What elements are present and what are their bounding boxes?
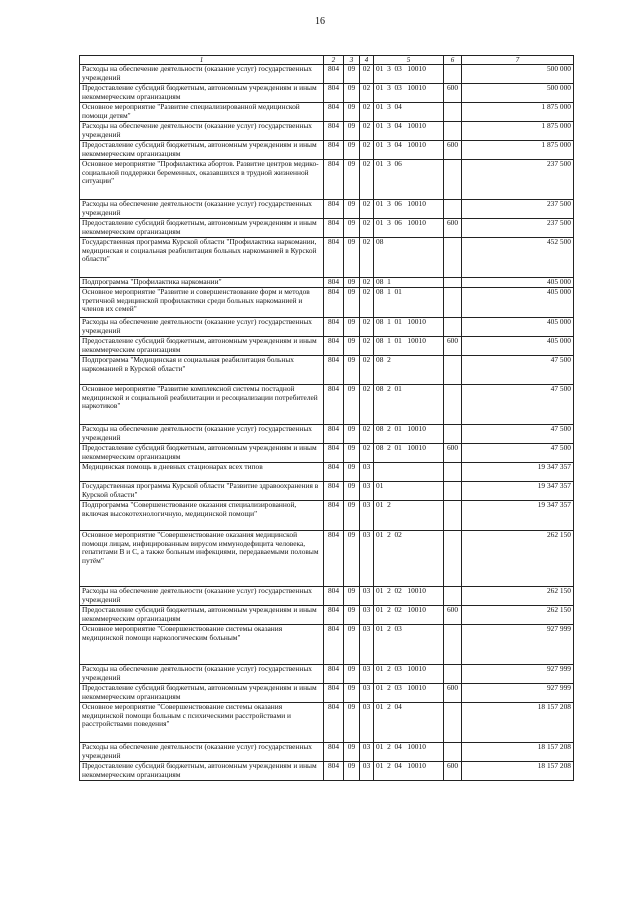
- row-amount-cell: 405 000: [462, 318, 574, 337]
- row-target-article-cell: 01 2 02 10010: [374, 606, 444, 625]
- row-section-cell: 09: [344, 385, 360, 425]
- column-header: 3: [344, 56, 360, 65]
- row-name-cell: Предоставление субсидий бюджетным, автономным учреждениям и иным некоммерческим организациям: [80, 141, 324, 160]
- table-row: [80, 318, 574, 337]
- row-grbs-cell: 804: [324, 337, 344, 356]
- row-section-cell: 09: [344, 318, 360, 337]
- row-amount-cell: 500 000: [462, 84, 574, 103]
- row-amount-cell: 405 000: [462, 337, 574, 356]
- row-section-cell: 09: [344, 122, 360, 141]
- row-name-cell: Основное мероприятие "Развитие комплексной системы постадной медицинской и социальной реабилитации и ресоциализации потребителей наркотиков": [80, 385, 324, 425]
- table-row: [80, 762, 574, 781]
- row-section-cell: 09: [344, 238, 360, 278]
- row-amount-cell: 47 500: [462, 356, 574, 385]
- row-amount-cell: 452 500: [462, 238, 574, 278]
- row-subsection-cell: 02: [360, 141, 374, 160]
- row-grbs-cell: 804: [324, 356, 344, 385]
- row-name-cell: Предоставление субсидий бюджетным, автономным учреждениям и иным некоммерческим организациям: [80, 606, 324, 625]
- row-name-cell: Медицинская помощь в дневных стационарах всех типов: [80, 463, 324, 482]
- row-grbs-cell: 804: [324, 531, 344, 587]
- row-amount-cell: 237 500: [462, 219, 574, 238]
- row-expense-type-cell: 600: [444, 337, 462, 356]
- row-target-article-cell: 01 2 02: [374, 531, 444, 587]
- row-grbs-cell: 804: [324, 425, 344, 444]
- row-amount-cell: 18 157 208: [462, 703, 574, 743]
- row-grbs-cell: 804: [324, 482, 344, 501]
- row-name-cell: Расходы на обеспечение деятельности (оказание услуг) государственных учреждений: [80, 665, 324, 684]
- row-subsection-cell: 03: [360, 625, 374, 665]
- row-section-cell: 09: [344, 703, 360, 743]
- row-name-cell: Основное мероприятие "Совершенствование оказания медицинской помощи лицам, инфицированным вирусом иммунодефицита человека, гепатитами В и С, а также больным инфекциями, передаваемыми половым путём": [80, 531, 324, 587]
- row-name-cell: Предоставление субсидий бюджетным, автономным учреждениям и иным некоммерческим организациям: [80, 219, 324, 238]
- row-subsection-cell: 02: [360, 288, 374, 318]
- row-target-article-cell: 08 2 01: [374, 385, 444, 425]
- table-row: [80, 665, 574, 684]
- row-amount-cell: 405 000: [462, 288, 574, 318]
- row-amount-cell: 927 999: [462, 625, 574, 665]
- row-subsection-cell: 03: [360, 463, 374, 482]
- row-grbs-cell: 804: [324, 141, 344, 160]
- row-name-cell: Подпрограмма "Профилактика наркомании": [80, 278, 324, 288]
- row-subsection-cell: 02: [360, 385, 374, 425]
- row-section-cell: 09: [344, 84, 360, 103]
- table-row: [80, 141, 574, 160]
- row-grbs-cell: 804: [324, 463, 344, 482]
- row-target-article-cell: 08 2 01 10010: [374, 444, 444, 463]
- table-row: [80, 587, 574, 606]
- row-section-cell: 09: [344, 444, 360, 463]
- row-subsection-cell: 03: [360, 587, 374, 606]
- row-section-cell: 09: [344, 200, 360, 219]
- table-row: [80, 606, 574, 625]
- row-grbs-cell: 804: [324, 703, 344, 743]
- page-number: 16: [315, 16, 325, 27]
- table-row: [80, 463, 574, 482]
- row-target-article-cell: 01 2 03 10010: [374, 684, 444, 703]
- row-section-cell: 09: [344, 743, 360, 762]
- row-expense-type-cell: [444, 160, 462, 200]
- row-section-cell: 09: [344, 288, 360, 318]
- table-row: [80, 425, 574, 444]
- row-expense-type-cell: 600: [444, 219, 462, 238]
- row-name-cell: Предоставление субсидий бюджетным, автономным учреждениям и иным некоммерческим организациям: [80, 337, 324, 356]
- row-subsection-cell: 03: [360, 703, 374, 743]
- row-name-cell: Расходы на обеспечение деятельности (оказание услуг) государственных учреждений: [80, 122, 324, 141]
- row-amount-cell: 927 999: [462, 684, 574, 703]
- row-section-cell: 09: [344, 141, 360, 160]
- row-name-cell: Предоставление субсидий бюджетным, автономным учреждениям и иным некоммерческим организациям: [80, 444, 324, 463]
- row-name-cell: Государственная программа Курской области "Профилактика наркомании, медицинская и социальная реабилитация больных наркоманией в Курской области": [80, 238, 324, 278]
- row-target-article-cell: 01 2 02 10010: [374, 587, 444, 606]
- row-grbs-cell: 804: [324, 65, 344, 84]
- row-subsection-cell: 02: [360, 103, 374, 122]
- row-name-cell: Основное мероприятие "Совершенствование системы оказания медицинской помощи больным с психическими расстройствами и расстройствами поведения": [80, 703, 324, 743]
- row-target-article-cell: 01 3 04: [374, 103, 444, 122]
- row-expense-type-cell: [444, 482, 462, 501]
- row-name-cell: Предоставление субсидий бюджетным, автономным учреждениям и иным некоммерческим организациям: [80, 84, 324, 103]
- table-row: [80, 501, 574, 531]
- row-section-cell: 09: [344, 501, 360, 531]
- table-row: [80, 531, 574, 587]
- row-name-cell: Основное мероприятие "Развитие специализированной медицинской помощи детям": [80, 103, 324, 122]
- row-target-article-cell: 08 1 01 10010: [374, 337, 444, 356]
- row-subsection-cell: 02: [360, 337, 374, 356]
- table-row: [80, 84, 574, 103]
- row-expense-type-cell: 600: [444, 606, 462, 625]
- row-expense-type-cell: 600: [444, 762, 462, 781]
- row-expense-type-cell: 600: [444, 684, 462, 703]
- row-target-article-cell: 01 2 03: [374, 625, 444, 665]
- row-expense-type-cell: [444, 703, 462, 743]
- table-row: [80, 743, 574, 762]
- row-subsection-cell: 02: [360, 219, 374, 238]
- row-section-cell: 09: [344, 65, 360, 84]
- row-subsection-cell: 03: [360, 606, 374, 625]
- row-expense-type-cell: [444, 665, 462, 684]
- row-target-article-cell: 01 2 04: [374, 703, 444, 743]
- row-subsection-cell: 02: [360, 278, 374, 288]
- table-row: [80, 385, 574, 425]
- row-grbs-cell: 804: [324, 278, 344, 288]
- row-name-cell: Подпрограмма "Медицинская и социальная реабилитация больных наркоманией в Курской области": [80, 356, 324, 385]
- column-header: 6: [444, 56, 462, 65]
- row-expense-type-cell: [444, 463, 462, 482]
- row-amount-cell: 1 875 000: [462, 103, 574, 122]
- row-subsection-cell: 02: [360, 200, 374, 219]
- row-section-cell: 09: [344, 356, 360, 385]
- row-target-article-cell: 08 2 01 10010: [374, 425, 444, 444]
- row-name-cell: Расходы на обеспечение деятельности (оказание услуг) государственных учреждений: [80, 318, 324, 337]
- row-grbs-cell: 804: [324, 288, 344, 318]
- row-section-cell: 09: [344, 425, 360, 444]
- row-grbs-cell: 804: [324, 625, 344, 665]
- row-target-article-cell: 01: [374, 482, 444, 501]
- row-amount-cell: 927 999: [462, 665, 574, 684]
- row-grbs-cell: 804: [324, 684, 344, 703]
- row-section-cell: 09: [344, 337, 360, 356]
- row-name-cell: Основное мероприятие "Профилактика абортов. Развитие центров медико-социальной поддержки беременных, оказавшихся в трудной жизненной ситуации": [80, 160, 324, 200]
- row-section-cell: 09: [344, 160, 360, 200]
- row-amount-cell: 47 500: [462, 444, 574, 463]
- row-expense-type-cell: 600: [444, 141, 462, 160]
- row-subsection-cell: 03: [360, 762, 374, 781]
- row-expense-type-cell: 600: [444, 84, 462, 103]
- row-target-article-cell: 01 2 04 10010: [374, 743, 444, 762]
- row-amount-cell: 19 347 357: [462, 463, 574, 482]
- row-subsection-cell: 02: [360, 318, 374, 337]
- row-target-article-cell: 08 1 01: [374, 288, 444, 318]
- column-header: 7: [462, 56, 574, 65]
- table-row: [80, 625, 574, 665]
- row-section-cell: 09: [344, 482, 360, 501]
- row-name-cell: Расходы на обеспечение деятельности (оказание услуг) государственных учреждений: [80, 65, 324, 84]
- row-amount-cell: 19 347 357: [462, 501, 574, 531]
- budget-table: [79, 55, 574, 781]
- row-subsection-cell: 03: [360, 501, 374, 531]
- row-grbs-cell: 804: [324, 665, 344, 684]
- table-row: [80, 219, 574, 238]
- row-target-article-cell: 01 3 04 10010: [374, 141, 444, 160]
- row-expense-type-cell: [444, 318, 462, 337]
- column-header: 4: [360, 56, 374, 65]
- row-name-cell: Предоставление субсидий бюджетным, автономным учреждениям и иным некоммерческим организациям: [80, 684, 324, 703]
- row-grbs-cell: 804: [324, 103, 344, 122]
- row-name-cell: Расходы на обеспечение деятельности (оказание услуг) государственных учреждений: [80, 425, 324, 444]
- table-row: [80, 122, 574, 141]
- row-section-cell: 09: [344, 219, 360, 238]
- row-target-article-cell: 01 2 04 10010: [374, 762, 444, 781]
- row-amount-cell: 47 500: [462, 385, 574, 425]
- row-expense-type-cell: [444, 103, 462, 122]
- row-name-cell: Государственная программа Курской области "Развитие здравоохранения в Курской области": [80, 482, 324, 501]
- row-name-cell: Подпрограмма "Совершенствование оказания специализированной, включая высокотехнологичную, медицинской помощи": [80, 501, 324, 531]
- row-target-article-cell: 08 1: [374, 278, 444, 288]
- row-expense-type-cell: [444, 65, 462, 84]
- row-expense-type-cell: [444, 356, 462, 385]
- row-subsection-cell: 02: [360, 238, 374, 278]
- table-row: [80, 337, 574, 356]
- row-target-article-cell: 01 3 06 10010: [374, 219, 444, 238]
- table-row: [80, 278, 574, 288]
- row-grbs-cell: 804: [324, 318, 344, 337]
- table-row: [80, 703, 574, 743]
- row-grbs-cell: 804: [324, 200, 344, 219]
- row-grbs-cell: 804: [324, 587, 344, 606]
- row-section-cell: 09: [344, 665, 360, 684]
- row-name-cell: Основное мероприятие "Развитие и совершенствование форм и методов третичной медицинской профилактики среди больных наркоманией и членов их семей": [80, 288, 324, 318]
- row-subsection-cell: 03: [360, 482, 374, 501]
- table-row: [80, 684, 574, 703]
- row-name-cell: Основное мероприятие "Совершенствование системы оказания медицинской помощи наркологическим больным": [80, 625, 324, 665]
- row-target-article-cell: [374, 463, 444, 482]
- table-row: [80, 103, 574, 122]
- row-expense-type-cell: [444, 385, 462, 425]
- row-grbs-cell: 804: [324, 743, 344, 762]
- row-amount-cell: 18 157 208: [462, 743, 574, 762]
- column-header: 5: [374, 56, 444, 65]
- row-amount-cell: 405 000: [462, 278, 574, 288]
- row-subsection-cell: 02: [360, 425, 374, 444]
- row-expense-type-cell: [444, 587, 462, 606]
- row-name-cell: Расходы на обеспечение деятельности (оказание услуг) государственных учреждений: [80, 587, 324, 606]
- row-subsection-cell: 03: [360, 665, 374, 684]
- row-amount-cell: 262 150: [462, 531, 574, 587]
- row-target-article-cell: 08: [374, 238, 444, 278]
- row-amount-cell: 262 150: [462, 606, 574, 625]
- row-expense-type-cell: [444, 278, 462, 288]
- row-expense-type-cell: [444, 122, 462, 141]
- table-row: [80, 482, 574, 501]
- row-subsection-cell: 03: [360, 743, 374, 762]
- row-subsection-cell: 03: [360, 684, 374, 703]
- row-section-cell: 09: [344, 625, 360, 665]
- row-grbs-cell: 804: [324, 385, 344, 425]
- table-row: [80, 288, 574, 318]
- row-expense-type-cell: [444, 200, 462, 219]
- table-row: [80, 160, 574, 200]
- table-row: [80, 238, 574, 278]
- row-expense-type-cell: [444, 425, 462, 444]
- row-amount-cell: 19 347 357: [462, 482, 574, 501]
- header-row: [80, 56, 574, 65]
- row-target-article-cell: 01 3 06: [374, 160, 444, 200]
- row-expense-type-cell: [444, 288, 462, 318]
- row-amount-cell: 47 500: [462, 425, 574, 444]
- row-section-cell: 09: [344, 531, 360, 587]
- row-target-article-cell: 01 2 03 10010: [374, 665, 444, 684]
- row-name-cell: Расходы на обеспечение деятельности (оказание услуг) государственных учреждений: [80, 200, 324, 219]
- row-section-cell: 09: [344, 684, 360, 703]
- row-grbs-cell: 804: [324, 444, 344, 463]
- row-subsection-cell: 03: [360, 531, 374, 587]
- table-row: [80, 200, 574, 219]
- row-grbs-cell: 804: [324, 122, 344, 141]
- table-row: [80, 356, 574, 385]
- row-subsection-cell: 02: [360, 122, 374, 141]
- row-name-cell: Расходы на обеспечение деятельности (оказание услуг) государственных учреждений: [80, 743, 324, 762]
- row-expense-type-cell: [444, 238, 462, 278]
- row-section-cell: 09: [344, 606, 360, 625]
- row-expense-type-cell: [444, 743, 462, 762]
- row-section-cell: 09: [344, 762, 360, 781]
- row-target-article-cell: 01 3 06 10010: [374, 200, 444, 219]
- table-row: [80, 444, 574, 463]
- table-row: [80, 65, 574, 84]
- row-grbs-cell: 804: [324, 160, 344, 200]
- row-grbs-cell: 804: [324, 238, 344, 278]
- row-subsection-cell: 02: [360, 84, 374, 103]
- row-amount-cell: 262 150: [462, 587, 574, 606]
- row-amount-cell: 18 157 208: [462, 762, 574, 781]
- row-subsection-cell: 02: [360, 444, 374, 463]
- row-name-cell: Предоставление субсидий бюджетным, автономным учреждениям и иным некоммерческим организациям: [80, 762, 324, 781]
- row-grbs-cell: 804: [324, 762, 344, 781]
- row-target-article-cell: 01 2: [374, 501, 444, 531]
- row-target-article-cell: 08 1 01 10010: [374, 318, 444, 337]
- row-amount-cell: 1 875 000: [462, 141, 574, 160]
- row-expense-type-cell: 600: [444, 444, 462, 463]
- row-section-cell: 09: [344, 587, 360, 606]
- row-amount-cell: 500 000: [462, 65, 574, 84]
- row-expense-type-cell: [444, 531, 462, 587]
- row-expense-type-cell: [444, 625, 462, 665]
- row-amount-cell: 237 500: [462, 200, 574, 219]
- row-grbs-cell: 804: [324, 219, 344, 238]
- row-subsection-cell: 02: [360, 160, 374, 200]
- row-target-article-cell: 08 2: [374, 356, 444, 385]
- row-grbs-cell: 804: [324, 606, 344, 625]
- row-amount-cell: 1 875 000: [462, 122, 574, 141]
- row-section-cell: 09: [344, 103, 360, 122]
- column-header: 1: [80, 56, 324, 65]
- row-section-cell: 09: [344, 278, 360, 288]
- row-target-article-cell: 01 3 03 10010: [374, 65, 444, 84]
- row-expense-type-cell: [444, 501, 462, 531]
- row-target-article-cell: 01 3 03 10010: [374, 84, 444, 103]
- row-grbs-cell: 804: [324, 84, 344, 103]
- row-section-cell: 09: [344, 463, 360, 482]
- row-amount-cell: 237 500: [462, 160, 574, 200]
- row-target-article-cell: 01 3 04 10010: [374, 122, 444, 141]
- row-subsection-cell: 02: [360, 65, 374, 84]
- column-header: 2: [324, 56, 344, 65]
- row-subsection-cell: 02: [360, 356, 374, 385]
- row-grbs-cell: 804: [324, 501, 344, 531]
